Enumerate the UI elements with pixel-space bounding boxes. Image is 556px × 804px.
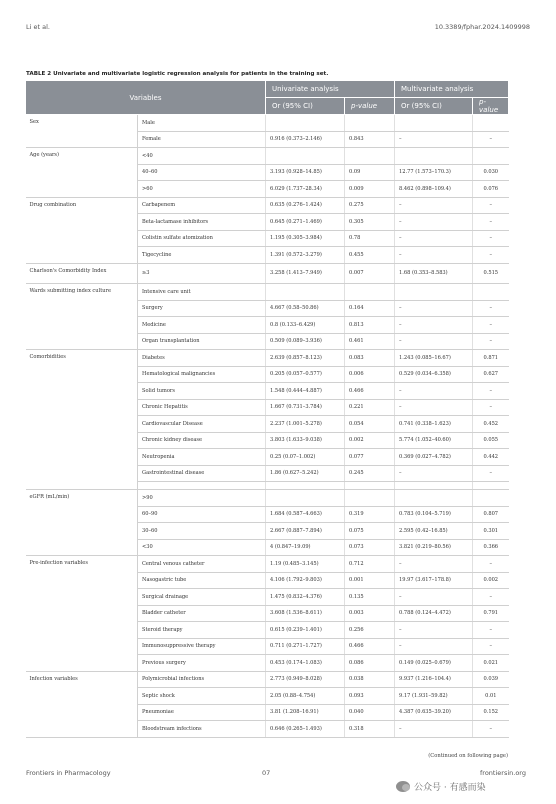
- running-header-doi: 10.3389/fphar.2024.1409998: [434, 23, 530, 31]
- cell-p-univariate: 0.813: [345, 317, 395, 334]
- running-header-authors: Li et al.: [26, 23, 50, 31]
- cell-level: Organ transplantation: [138, 333, 266, 350]
- cell-level: Medicine: [138, 317, 266, 334]
- cell-level: 30–60: [138, 523, 266, 540]
- cell-or-multivariate: 19.97 (3.617–178.8): [395, 572, 473, 589]
- cell-level: [138, 482, 266, 490]
- cell-or-multivariate: 3.821 (0.219–80.56): [395, 539, 473, 556]
- cell-or-univariate: 0.453 (0.174–1.083): [266, 655, 345, 672]
- cell-or-multivariate: 4.387 (0.635–39.20): [395, 704, 473, 721]
- cell-or-multivariate: 0.788 (0.124–4.472): [395, 605, 473, 622]
- cell-or-multivariate: 0.741 (0.338–1.623): [395, 416, 473, 433]
- cell-or-univariate: 0.25 (0.07–1.002): [266, 449, 345, 466]
- watermark: [396, 780, 486, 793]
- cell-variable: Infection variables: [26, 671, 138, 737]
- cell-level: Cardiovascular Disease: [138, 416, 266, 433]
- cell-p-univariate: 0.001: [345, 572, 395, 589]
- cell-or-multivariate: 5.774 (1.052–40.60): [395, 432, 473, 449]
- cell-p-univariate: 0.78: [345, 230, 395, 247]
- cell-level: Male: [138, 115, 266, 132]
- cell-level: 40–60: [138, 164, 266, 181]
- cell-or-univariate: 4.667 (0.58–50.86): [266, 300, 345, 317]
- cell-p-univariate: 0.077: [345, 449, 395, 466]
- cell-or-multivariate: 8.462 (0.898–109.4): [395, 181, 473, 198]
- cell-level: Beta-lactamase inhibitors: [138, 214, 266, 231]
- cell-variable: Drug combination: [26, 197, 138, 263]
- cell-variable: Pre-infection variables: [26, 556, 138, 672]
- cell-level: Surgery: [138, 300, 266, 317]
- continued-note: (Continued on following page): [428, 753, 508, 759]
- table-row: [26, 263, 509, 284]
- cell-p-multivariate: –: [473, 317, 509, 334]
- cell-level: Pneumoniae: [138, 704, 266, 721]
- cell-or-univariate: 2.237 (1.001–5.278): [266, 416, 345, 433]
- cell-or-multivariate: –: [395, 214, 473, 231]
- cell-or-univariate: 3.81 (1.208–16.91): [266, 704, 345, 721]
- cell-or-univariate: [266, 115, 345, 132]
- cell-or-multivariate: 12.77 (1.573–170.3): [395, 164, 473, 181]
- cell-p-multivariate: 0.807: [473, 506, 509, 523]
- cell-p-multivariate: [473, 115, 509, 132]
- cell-or-multivariate: 2.595 (0.42–16.85): [395, 523, 473, 540]
- cell-or-multivariate: 0.529 (0.034–6.358): [395, 366, 473, 383]
- cell-or-univariate: 1.548 (0.444–4.887): [266, 383, 345, 400]
- cell-p-univariate: [345, 284, 395, 301]
- cell-p-multivariate: [473, 148, 509, 165]
- cell-p-multivariate: –: [473, 214, 509, 231]
- cell-level: >60: [138, 181, 266, 198]
- cell-or-univariate: 3.608 (1.536–8.611): [266, 605, 345, 622]
- cell-or-univariate: 2.639 (0.857–8.123): [266, 350, 345, 367]
- cell-level: Chronic kidney disease: [138, 432, 266, 449]
- cell-or-multivariate: 0.369 (0.027–4.782): [395, 449, 473, 466]
- cell-p-univariate: 0.002: [345, 432, 395, 449]
- cell-p-univariate: 0.006: [345, 366, 395, 383]
- cell-p-univariate: 0.009: [345, 181, 395, 198]
- wechat-icon: [396, 781, 410, 792]
- table-caption-text: Univariate and multivariate logistic regression analysis for patients in the training set.: [53, 71, 329, 77]
- cell-or-univariate: 1.86 (0.627–5.242): [266, 465, 345, 482]
- cell-p-multivariate: –: [473, 638, 509, 655]
- table-row: [26, 671, 509, 688]
- cell-p-multivariate: 0.366: [473, 539, 509, 556]
- cell-or-univariate: 1.667 (0.731–3.784): [266, 399, 345, 416]
- cell-p-univariate: 0.054: [345, 416, 395, 433]
- cell-or-univariate: 3.258 (1.413–7.949): [266, 263, 345, 284]
- cell-level: Female: [138, 131, 266, 148]
- cell-p-multivariate: [473, 490, 509, 507]
- cell-or-univariate: 0.509 (0.089–3.936): [266, 333, 345, 350]
- cell-level: Intensive care unit: [138, 284, 266, 301]
- cell-p-multivariate: 0.871: [473, 350, 509, 367]
- watermark-text: 公众号 · 有感而染: [414, 783, 486, 793]
- cell-or-multivariate: –: [395, 247, 473, 264]
- cell-or-univariate: 1.684 (0.587–4.663): [266, 506, 345, 523]
- cell-p-univariate: [345, 490, 395, 507]
- cell-p-univariate: 0.083: [345, 350, 395, 367]
- cell-p-multivariate: –: [473, 131, 509, 148]
- cell-or-multivariate: –: [395, 399, 473, 416]
- cell-p-multivariate: –: [473, 197, 509, 214]
- cell-p-univariate: 0.466: [345, 638, 395, 655]
- cell-or-multivariate: 9.937 (1.216–104.4): [395, 671, 473, 688]
- cell-or-multivariate: –: [395, 383, 473, 400]
- cell-or-multivariate: –: [395, 721, 473, 738]
- cell-p-univariate: 0.038: [345, 671, 395, 688]
- cell-p-multivariate: [473, 284, 509, 301]
- cell-level: Gastrointestinal disease: [138, 465, 266, 482]
- cell-p-multivariate: 0.030: [473, 164, 509, 181]
- cell-level: >90: [138, 490, 266, 507]
- cell-or-univariate: [266, 284, 345, 301]
- cell-or-univariate: 0.205 (0.057–0.577): [266, 366, 345, 383]
- cell-or-univariate: 3.803 (1.633–9.038): [266, 432, 345, 449]
- cell-or-univariate: 0.615 (0.239–1.401): [266, 622, 345, 639]
- cell-or-multivariate: –: [395, 638, 473, 655]
- cell-level: Nasogastric tube: [138, 572, 266, 589]
- cell-p-univariate: 0.245: [345, 465, 395, 482]
- cell-p-multivariate: 0.627: [473, 366, 509, 383]
- cell-level: 60–90: [138, 506, 266, 523]
- cell-level: Solid tumors: [138, 383, 266, 400]
- cell-level: Septic shock: [138, 688, 266, 705]
- cell-p-univariate: 0.455: [345, 247, 395, 264]
- table-caption-label: TABLE 2: [26, 71, 52, 77]
- cell-p-univariate: 0.256: [345, 622, 395, 639]
- cell-variable: Sex: [26, 115, 138, 148]
- cell-or-multivariate: –: [395, 197, 473, 214]
- cell-or-univariate: [266, 490, 345, 507]
- cell-level: Immunosuppressive therapy: [138, 638, 266, 655]
- cell-p-univariate: 0.086: [345, 655, 395, 672]
- cell-p-multivariate: 0.055: [473, 432, 509, 449]
- cell-p-multivariate: –: [473, 230, 509, 247]
- header-multivariate: Multivariate analysis: [395, 81, 509, 98]
- cell-p-multivariate: 0.301: [473, 523, 509, 540]
- cell-or-univariate: [266, 482, 345, 490]
- footer-journal: Frontiers in Pharmacology: [26, 769, 111, 777]
- cell-or-multivariate: 9.17 (1.931–59.82): [395, 688, 473, 705]
- cell-or-univariate: 0.635 (0.276–1.424): [266, 197, 345, 214]
- cell-p-univariate: 0.09: [345, 164, 395, 181]
- cell-or-univariate: 6.029 (1.737–28.34): [266, 181, 345, 198]
- cell-level: Hematological malignancies: [138, 366, 266, 383]
- header-or-ci-multivariate: Or (95% CI): [395, 98, 473, 115]
- cell-or-multivariate: 1.68 (0.353–8.583): [395, 263, 473, 284]
- cell-p-univariate: 0.075: [345, 523, 395, 540]
- cell-p-multivariate: [473, 482, 509, 490]
- cell-p-univariate: 0.319: [345, 506, 395, 523]
- table-row: [26, 197, 509, 214]
- cell-level: Bloodstream infections: [138, 721, 266, 738]
- cell-p-univariate: [345, 115, 395, 132]
- cell-or-univariate: 1.195 (0.305–3.984): [266, 230, 345, 247]
- cell-level: Carbapenem: [138, 197, 266, 214]
- cell-level: Steroid therapy: [138, 622, 266, 639]
- cell-level: Tigecycline: [138, 247, 266, 264]
- cell-or-multivariate: –: [395, 333, 473, 350]
- cell-p-univariate: 0.135: [345, 589, 395, 606]
- cell-or-multivariate: [395, 284, 473, 301]
- cell-or-univariate: 2.05 (0.88–4.754): [266, 688, 345, 705]
- cell-or-multivariate: –: [395, 622, 473, 639]
- cell-level: Bladder catheter: [138, 605, 266, 622]
- cell-p-univariate: 0.040: [345, 704, 395, 721]
- table-row: [26, 115, 509, 132]
- cell-or-univariate: 2.667 (0.887–7.894): [266, 523, 345, 540]
- cell-or-univariate: 0.711 (0.271–1.727): [266, 638, 345, 655]
- cell-p-multivariate: 0.002: [473, 572, 509, 589]
- cell-p-multivariate: 0.515: [473, 263, 509, 284]
- cell-p-multivariate: –: [473, 721, 509, 738]
- cell-or-multivariate: –: [395, 230, 473, 247]
- cell-or-univariate: 3.193 (0.928–14.85): [266, 164, 345, 181]
- table-row: [26, 350, 509, 367]
- cell-p-multivariate: –: [473, 333, 509, 350]
- cell-variable: eGFR (mL/min): [26, 490, 138, 556]
- cell-or-multivariate: –: [395, 131, 473, 148]
- cell-p-univariate: 0.461: [345, 333, 395, 350]
- cell-p-multivariate: 0.452: [473, 416, 509, 433]
- footer-page-number: 07: [262, 769, 271, 777]
- cell-level: Diabetes: [138, 350, 266, 367]
- cell-p-univariate: 0.073: [345, 539, 395, 556]
- cell-p-multivariate: –: [473, 556, 509, 573]
- cell-p-univariate: 0.007: [345, 263, 395, 284]
- cell-level: Neutropenia: [138, 449, 266, 466]
- cell-p-univariate: 0.164: [345, 300, 395, 317]
- cell-p-univariate: [345, 482, 395, 490]
- cell-p-multivariate: 0.076: [473, 181, 509, 198]
- cell-level: Colistin sulfate atomization: [138, 230, 266, 247]
- cell-level: Central venous catheter: [138, 556, 266, 573]
- header-p-value-multivariate: p-value: [473, 98, 509, 115]
- cell-p-univariate: 0.466: [345, 383, 395, 400]
- cell-p-multivariate: –: [473, 589, 509, 606]
- cell-level: Surgical drainage: [138, 589, 266, 606]
- cell-or-univariate: 1.391 (0.572–3.279): [266, 247, 345, 264]
- cell-p-multivariate: 0.021: [473, 655, 509, 672]
- cell-p-multivariate: 0.791: [473, 605, 509, 622]
- cell-level: <40: [138, 148, 266, 165]
- cell-or-univariate: 0.8 (0.133–6.429): [266, 317, 345, 334]
- table-header-row: [26, 81, 509, 98]
- table-row: [26, 556, 509, 573]
- cell-or-univariate: 2.773 (0.949–8.028): [266, 671, 345, 688]
- cell-p-multivariate: –: [473, 399, 509, 416]
- cell-or-multivariate: 1.243 (0.085–16.67): [395, 350, 473, 367]
- cell-p-univariate: 0.221: [345, 399, 395, 416]
- cell-or-multivariate: –: [395, 465, 473, 482]
- cell-or-univariate: 0.916 (0.373–2.146): [266, 131, 345, 148]
- table-row: [26, 284, 509, 301]
- cell-or-multivariate: 0.149 (0.025–0.679): [395, 655, 473, 672]
- cell-variable: Age (years): [26, 148, 138, 198]
- header-or-ci-univariate: Or (95% CI): [266, 98, 345, 115]
- cell-or-univariate: [266, 148, 345, 165]
- table-row: [26, 490, 509, 507]
- cell-level: Chronic Hepatitis: [138, 399, 266, 416]
- cell-p-multivariate: 0.152: [473, 704, 509, 721]
- cell-p-multivariate: –: [473, 465, 509, 482]
- cell-or-multivariate: 0.783 (0.104–5.719): [395, 506, 473, 523]
- cell-or-multivariate: –: [395, 317, 473, 334]
- header-univariate: Univariate analysis: [266, 81, 395, 98]
- cell-or-multivariate: –: [395, 589, 473, 606]
- cell-variable: Wards submitting index culture: [26, 284, 138, 350]
- cell-p-multivariate: –: [473, 383, 509, 400]
- cell-p-multivariate: –: [473, 622, 509, 639]
- cell-or-multivariate: [395, 115, 473, 132]
- cell-level: <30: [138, 539, 266, 556]
- cell-p-univariate: 0.318: [345, 721, 395, 738]
- cell-or-univariate: 0.646 (0.265–1.493): [266, 721, 345, 738]
- footer-site: frontiersin.org: [480, 769, 526, 777]
- cell-or-multivariate: [395, 482, 473, 490]
- cell-or-univariate: 4 (0.847–19.09): [266, 539, 345, 556]
- regression-table: [25, 80, 509, 738]
- cell-p-univariate: 0.305: [345, 214, 395, 231]
- cell-or-multivariate: –: [395, 556, 473, 573]
- cell-p-multivariate: 0.039: [473, 671, 509, 688]
- cell-or-univariate: 1.475 (0.832–4.376): [266, 589, 345, 606]
- cell-level: Previous surgery: [138, 655, 266, 672]
- cell-level: Polymicrobial infections: [138, 671, 266, 688]
- cell-or-multivariate: [395, 148, 473, 165]
- cell-level: ≥3: [138, 263, 266, 284]
- table-caption: [26, 71, 526, 77]
- cell-variable: Comorbidities: [26, 350, 138, 490]
- cell-p-multivariate: –: [473, 300, 509, 317]
- cell-or-multivariate: [395, 490, 473, 507]
- cell-p-univariate: 0.712: [345, 556, 395, 573]
- cell-or-univariate: 4.106 (1.792–9.803): [266, 572, 345, 589]
- table-body: [26, 115, 509, 738]
- header-variables: Variables: [26, 81, 266, 115]
- cell-variable: Charlson's Comorbidity Index: [26, 263, 138, 284]
- cell-p-univariate: 0.093: [345, 688, 395, 705]
- cell-p-univariate: [345, 148, 395, 165]
- cell-or-univariate: 1.19 (0.485–3.145): [266, 556, 345, 573]
- cell-or-multivariate: –: [395, 300, 473, 317]
- header-p-value-univariate: p-value: [345, 98, 395, 115]
- cell-p-multivariate: 0.442: [473, 449, 509, 466]
- cell-p-univariate: 0.003: [345, 605, 395, 622]
- cell-p-univariate: 0.275: [345, 197, 395, 214]
- cell-p-univariate: 0.843: [345, 131, 395, 148]
- table-row: [26, 148, 509, 165]
- cell-p-multivariate: –: [473, 247, 509, 264]
- cell-p-multivariate: 0.01: [473, 688, 509, 705]
- cell-or-univariate: 0.645 (0.271–1.469): [266, 214, 345, 231]
